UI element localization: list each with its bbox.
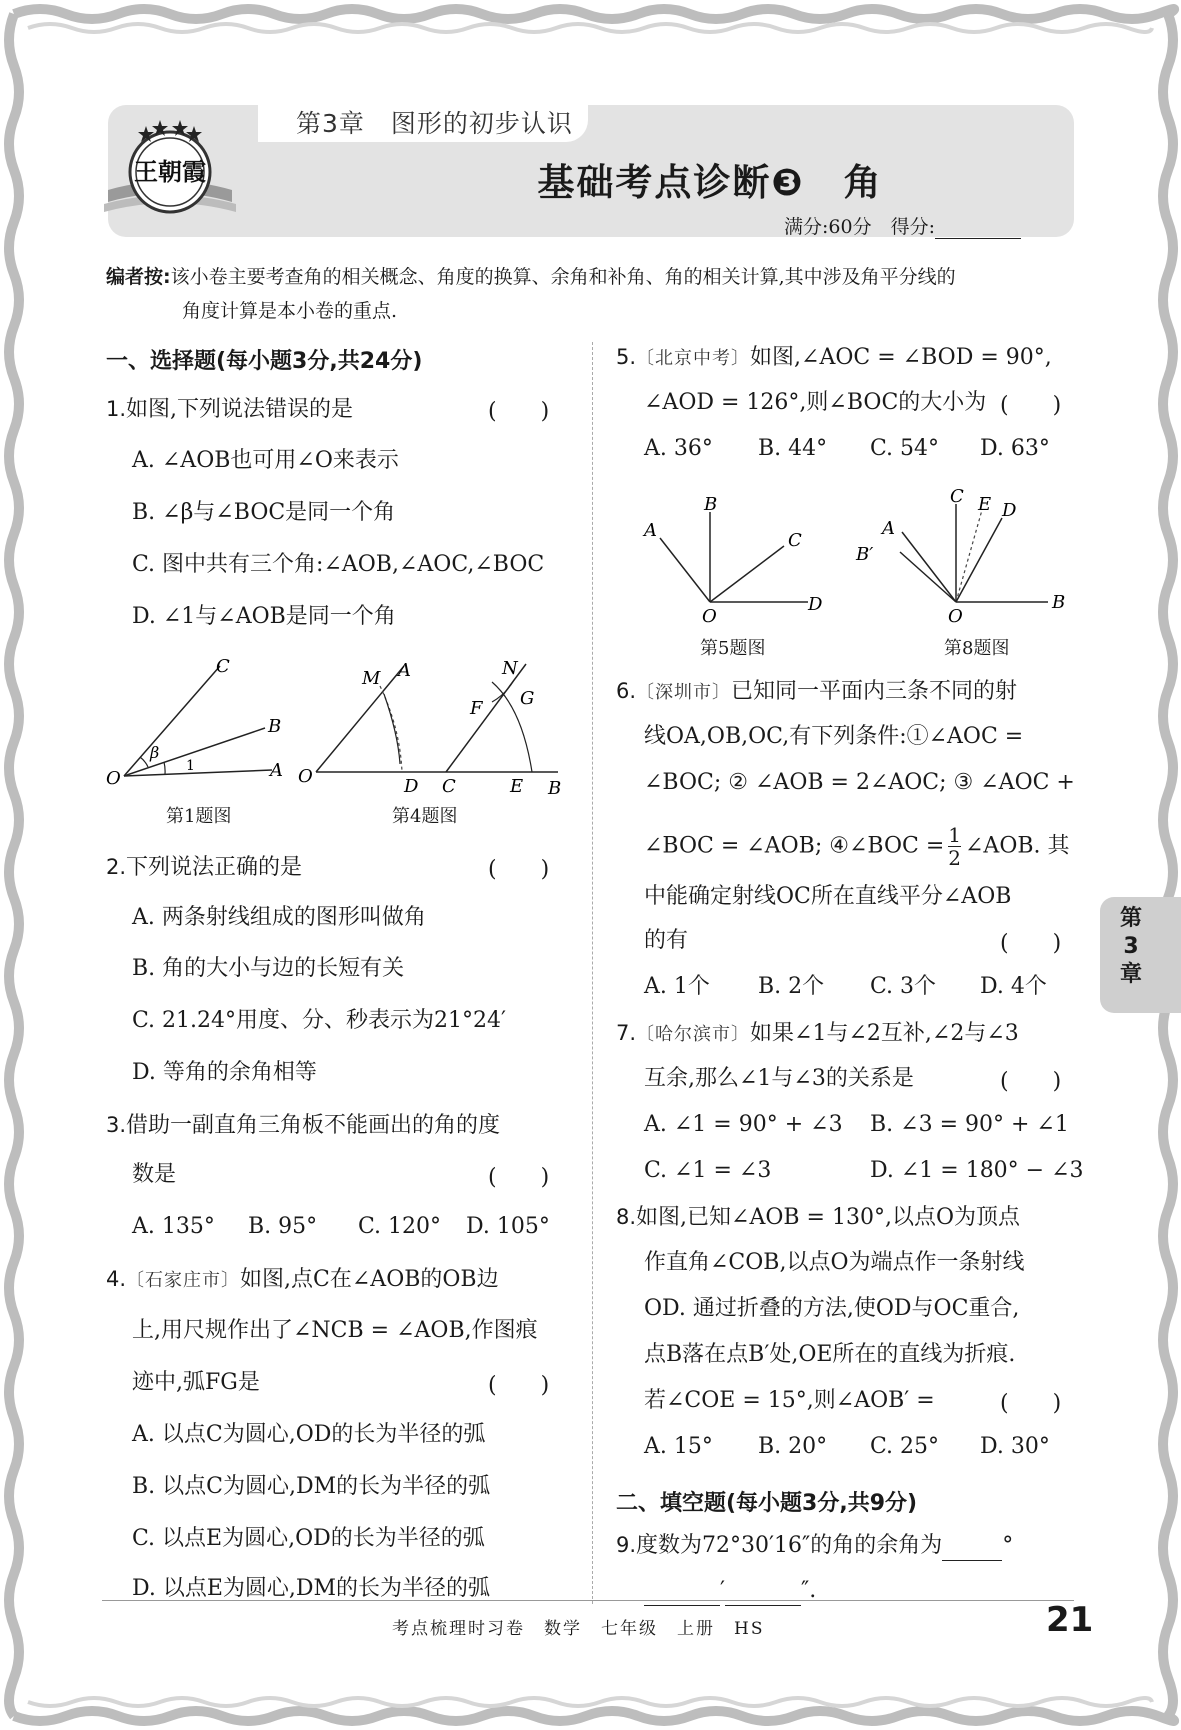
q8-answer-paren[interactable]: ( ) — [1000, 1391, 1062, 1416]
column-divider — [592, 342, 593, 1604]
q5-option-d[interactable]: D. 63° — [980, 436, 1050, 461]
chapter-side-tab-text: 第 3 章 — [1119, 906, 1142, 987]
section-1-title: 一、选择题(每小题3分,共24分) — [106, 349, 423, 374]
q8-option-d[interactable]: D. 30° — [980, 1434, 1050, 1459]
q7-option-c[interactable]: C. ∠1 = ∠3 — [644, 1158, 772, 1183]
q4-option-b[interactable]: B. 以点C为圆心,DM的长为半径的弧 — [132, 1474, 491, 1499]
fig5-label-d: D — [808, 594, 823, 615]
q6-stem-line2: 线OA,OB,OC,有下列条件:①∠AOC = — [644, 724, 1024, 749]
q6-option-b[interactable]: B. 2个 — [758, 974, 825, 999]
q1-option-b[interactable]: B. ∠β与∠BOC是同一个角 — [132, 500, 396, 525]
q9-second-input[interactable] — [725, 1583, 801, 1606]
q9-minute-input[interactable] — [644, 1583, 720, 1606]
q3-option-a[interactable]: A. 135° — [132, 1214, 215, 1239]
fig4-label-g: G — [520, 688, 535, 709]
fig5-label-b: B — [704, 494, 718, 515]
q4-option-a[interactable]: A. 以点C为圆心,OD的长为半径的弧 — [132, 1422, 486, 1447]
q8-option-b[interactable]: B. 20° — [758, 1434, 828, 1459]
section-2-title: 二、填空题(每小题3分,共9分) — [616, 1491, 918, 1516]
q4-option-d[interactable]: D. 以点E为圆心,DM的长为半径的弧 — [132, 1576, 491, 1601]
q1-stem: 1.如图,下列说法错误的是 — [106, 397, 354, 422]
q3-stem-line1: 3.借助一副直角三角板不能画出的角的度 — [106, 1113, 501, 1138]
q6-stem-line4: ∠BOC = ∠AOB; ④∠BOC = $\frac{1}{2}$ ∠AOB. 其 — [644, 823, 1070, 870]
fig8-label-bprime: B′ — [856, 544, 874, 565]
q6-fraction: $\frac{1}{2}$ — [948, 823, 961, 870]
q2-stem: 2.下列说法正确的是 — [106, 855, 303, 880]
editor-note-line2: 角度计算是本小卷的重点. — [182, 300, 398, 322]
q4-stem-line3: 迹中,弧FG是 — [132, 1370, 260, 1395]
q7-option-a[interactable]: A. ∠1 = 90° + ∠3 — [644, 1112, 843, 1137]
fig1-label-c: C — [216, 656, 230, 677]
fig5-label-a: A — [644, 520, 657, 541]
q3-option-c[interactable]: C. 120° — [358, 1214, 442, 1239]
q8-stem-line5: 若∠COE = 15°,则∠AOB′ = — [644, 1388, 935, 1413]
q6-option-a[interactable]: A. 1个 — [644, 974, 710, 999]
q4-stem-line2: 上,用尺规作出了∠NCB = ∠AOB,作图痕 — [132, 1318, 538, 1343]
page-number: 21 — [1046, 1600, 1094, 1640]
fig1-label-beta: β — [150, 743, 160, 762]
q1-option-c[interactable]: C. 图中共有三个角:∠AOB,∠AOC,∠BOC — [132, 552, 545, 577]
editor-note-label: 编者按: — [106, 266, 171, 288]
q6-stem-line1: 6.〔深圳市〕已知同一平面内三条不同的射 — [616, 679, 1018, 704]
q7-answer-paren[interactable]: ( ) — [1000, 1069, 1062, 1094]
editor-note-line1 — [106, 262, 956, 292]
fig8-label-c: C — [950, 486, 964, 507]
q6-stem-line6: 的有 — [644, 928, 689, 953]
q5-option-b[interactable]: B. 44° — [758, 436, 828, 461]
q5-answer-paren[interactable]: ( ) — [1000, 393, 1062, 418]
page-title: 基础考点诊断❸ 角 — [537, 161, 883, 204]
q1-answer-paren[interactable]: ( ) — [488, 399, 550, 424]
q7-option-b[interactable]: B. ∠3 = 90° + ∠1 — [870, 1112, 1069, 1137]
fig4-label-m: M — [362, 668, 381, 689]
fig5-label-c: C — [788, 530, 802, 551]
fig4-label-a: A — [398, 660, 411, 681]
q9-stem-line1: 9.度数为72°30′16″的角的余角为 ° — [616, 1530, 1013, 1561]
fig4-caption: 第4题图 — [392, 806, 458, 827]
fig4-label-f: F — [470, 698, 483, 719]
q7-stem-line1: 7.〔哈尔滨市〕如果∠1与∠2互补,∠2与∠3 — [616, 1021, 1019, 1046]
q8-stem-line3: OD. 通过折叠的方法,使OD与OC重合, — [644, 1296, 1020, 1321]
q6-option-d[interactable]: D. 4个 — [980, 974, 1047, 999]
fig4-label-n: N — [502, 658, 518, 679]
q5-stem-line1: 5.〔北京中考〕如图,∠AOC = ∠BOD = 90°, — [616, 345, 1052, 370]
score-label: 满分:60分 得分: — [784, 216, 935, 238]
footer-text: 考点梳理时习卷 数学 七年级 上册 HS — [392, 1619, 765, 1639]
footer-rule — [102, 1600, 1074, 1601]
fig8-label-e: E — [978, 494, 992, 515]
q2-option-a[interactable]: A. 两条射线组成的图形叫做角 — [132, 905, 426, 930]
q2-option-c[interactable]: C. 21.24°用度、分、秒表示为21°24′ — [132, 1008, 507, 1033]
fig8-label-a: A — [882, 518, 895, 539]
q2-option-d[interactable]: D. 等角的余角相等 — [132, 1060, 317, 1085]
chapter-label: 第3章 图形的初步认识 — [296, 109, 573, 138]
q7-option-d[interactable]: D. ∠1 = 180° − ∠3 — [870, 1158, 1084, 1183]
fig4-label-d: D — [404, 776, 419, 797]
q9-stem-line2: ′ ″. — [644, 1576, 816, 1606]
fig1-label-o: O — [106, 768, 121, 789]
logo-text: 王朝霞 — [134, 157, 206, 186]
q5-option-c[interactable]: C. 54° — [870, 436, 940, 461]
q3-answer-paren[interactable]: ( ) — [488, 1165, 550, 1190]
q4-option-c[interactable]: C. 以点E为圆心,OD的长为半径的弧 — [132, 1526, 485, 1551]
q5-option-a[interactable]: A. 36° — [644, 436, 713, 461]
figure-1 — [100, 652, 300, 792]
q4-stem-line1: 4.〔石家庄市〕如图,点C在∠AOB的OB边 — [106, 1267, 499, 1292]
q5-stem-line2: ∠AOD = 126°,则∠BOC的大小为 — [644, 390, 987, 415]
q6-answer-paren[interactable]: ( ) — [1000, 931, 1062, 956]
q8-option-c[interactable]: C. 25° — [870, 1434, 940, 1459]
fig8-label-d: D — [1002, 500, 1017, 521]
q8-option-a[interactable]: A. 15° — [644, 1434, 713, 1459]
q2-answer-paren[interactable]: ( ) — [488, 857, 550, 882]
q8-stem-line2: 作直角∠COB,以点O为端点作一条射线 — [644, 1250, 1025, 1275]
score-input[interactable] — [935, 220, 1021, 239]
editor-note-text1: 该小卷主要考查角的相关概念、角度的换算、余角和补角、角的相关计算,其中涉及角平分线的 — [170, 266, 956, 288]
fig1-label-a: A — [270, 760, 283, 781]
fig8-label-b: B — [1052, 592, 1066, 613]
figure-8 — [852, 480, 1072, 632]
score-line — [784, 212, 1021, 239]
q8-stem-line1: 8.如图,已知∠AOB = 130°,以点O为顶点 — [616, 1205, 1021, 1230]
q8-stem-line4: 点B落在点B′处,OE所在的直线为折痕. — [644, 1342, 1016, 1367]
fig1-label-one: 1 — [186, 758, 195, 774]
q2-option-b[interactable]: B. 角的大小与边的长短有关 — [132, 956, 405, 981]
fig5-label-o: O — [702, 606, 717, 627]
q3-option-b[interactable]: B. 95° — [248, 1214, 318, 1239]
fig4-label-o: O — [298, 766, 313, 787]
fig4-label-c: C — [442, 776, 456, 797]
fig4-label-e: E — [510, 776, 524, 797]
q3-option-d[interactable]: D. 105° — [466, 1214, 550, 1239]
q4-answer-paren[interactable]: ( ) — [488, 1373, 550, 1398]
figure-5 — [636, 486, 836, 632]
fig8-label-o: O — [948, 606, 963, 627]
fig1-caption: 第1题图 — [166, 806, 232, 827]
fig1-label-b: B — [268, 716, 282, 737]
fig4-label-b: B — [548, 778, 562, 799]
figure-4 — [296, 654, 568, 800]
q1-option-d[interactable]: D. ∠1与∠AOB是同一个角 — [132, 604, 396, 629]
publisher-logo — [100, 112, 240, 234]
q9-degree-input[interactable] — [942, 1538, 1002, 1561]
q3-stem-line2: 数是 — [132, 1162, 177, 1187]
fig8-caption: 第8题图 — [944, 638, 1010, 659]
q6-stem-line5: 中能确定射线OC所在直线平分∠AOB — [644, 884, 1012, 909]
q7-stem-line2: 互余,那么∠1与∠3的关系是 — [644, 1066, 914, 1091]
fig5-caption: 第5题图 — [700, 638, 766, 659]
q6-option-c[interactable]: C. 3个 — [870, 974, 937, 999]
q6-stem-line3: ∠BOC; ② ∠AOB = 2∠AOC; ③ ∠AOC + — [644, 770, 1075, 795]
q1-option-a[interactable]: A. ∠AOB也可用∠O来表示 — [132, 448, 399, 473]
